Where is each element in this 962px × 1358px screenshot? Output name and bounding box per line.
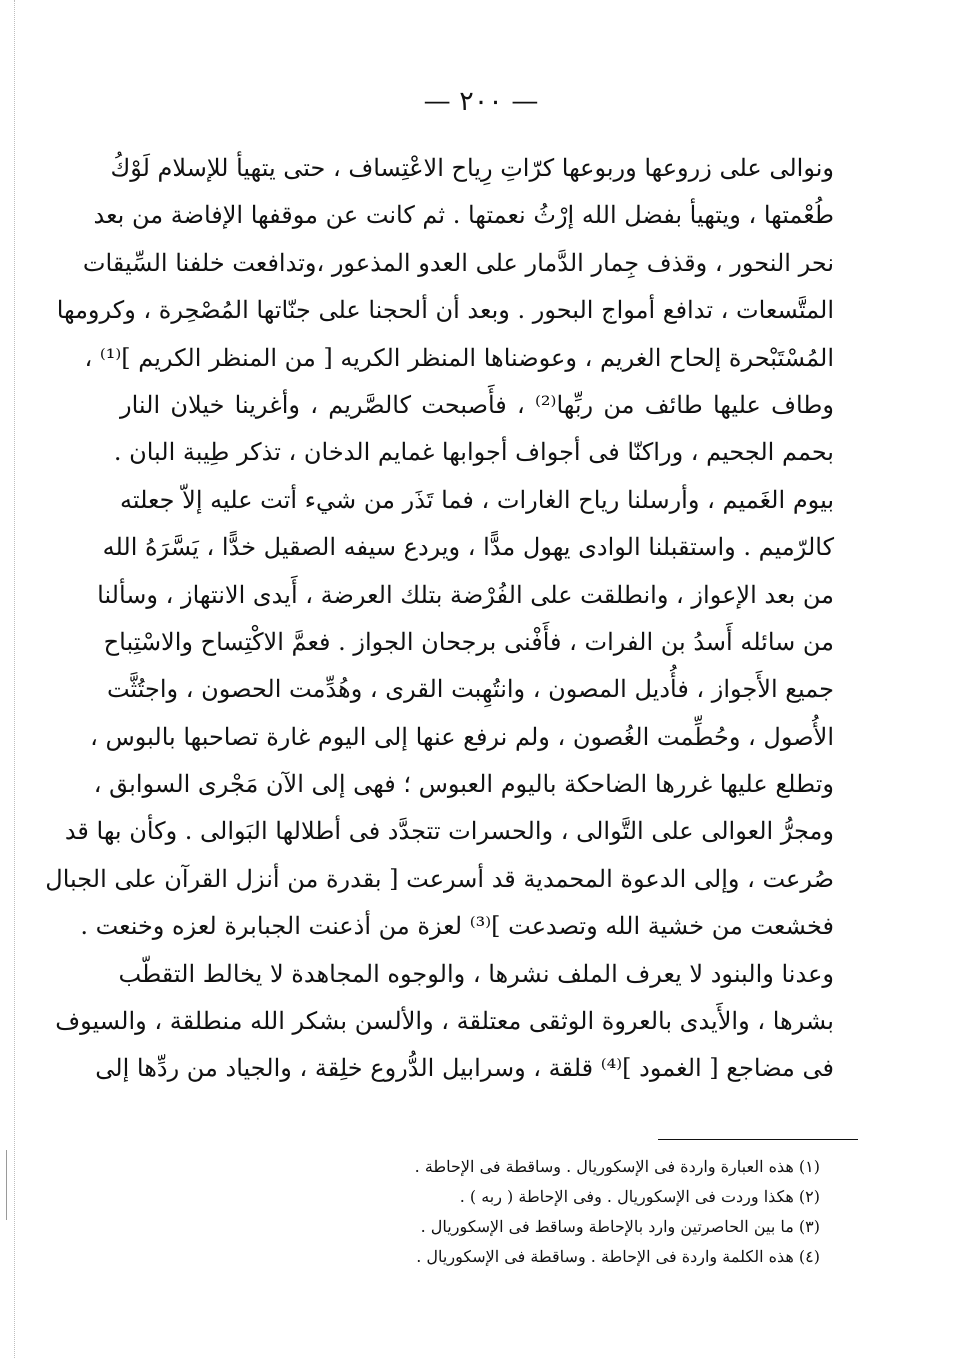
page-number: — ٢٠٠ — (423, 86, 539, 117)
body-line: بيوم الغَميم ، وأرسلنا رياح الغارات ، فما تَذَر من شيء أتت عليه إلاّ جعلته (120, 485, 834, 514)
body-line: فخشعت من خشية الله وتصدعت ]⁽³⁾ لعزة من أذعنت الجبابرة لعزه وخنعت . (80, 912, 834, 941)
body-line: من سائله أَسدُ بن الفرات ، فأَفْنى برجحان الجواز . فعمَّ الاكْتِساح والاسْتِباح (103, 627, 834, 656)
footnotes (380, 1152, 820, 1272)
footnote-1: (١) هذه العبارة واردة فى الإسكوريال . وساقطة فى الإحاطة . (414, 1157, 820, 1176)
body-line: من بعد الإعواز ، وانطلقت على الفُرْضة بتلك العرضة ، أَيدى الانتهاز ، وسألنا (97, 580, 834, 609)
body-line: صُرعت ، وإلى الدعوة المحمدية قد أسرعت [ بقدرة من أنزل القرآن على الجبال (45, 864, 834, 893)
body-line: المُسْتَبْحرة إلحاح الغريم ، وعوضناها المنظر الكريه [ من المنظر الكريم ]⁽¹⁾ ، (84, 343, 834, 372)
body-line: المتَّسعات ، تدافع أمواج البحور . وبعد أن ألحجنا على جنّاتها المُصْحِرة ، وكرومها (56, 296, 834, 325)
body-line: الأُصول ، وحُطِّمت الغُصون ، ولم نرفع عنها إلى اليوم غارة تصاحبها بالبوس ، (90, 722, 834, 751)
body-line: بشرها ، والأَيدى بالعروة الوثقى معتلقة ، والألسن بشكر الله منطلقة ، والسيوف (55, 1007, 834, 1036)
footnote-divider (658, 1139, 858, 1140)
body-line: كالرّميم . واستقبلنا الوادى يهول مدًّا ، ويردع سيفه الصقيل خدًّا ، يَسَّرَهُ الله (102, 533, 834, 562)
footnote-3: (٣) ما بين الحاصرتين وارد بالإحاطة وساقط فى الإسكوريال . (420, 1217, 820, 1236)
scan-edge-line (6, 1150, 7, 1220)
scan-edge-dots (14, 0, 15, 1358)
body-line: وطاف عليها طائف من ربِّها⁽²⁾ ، فأَصبحت كالصَّريم ، وأغرينا خيلان النار (120, 390, 834, 419)
body-text (45, 145, 834, 1093)
body-line: ومجرُّ العوالى على التَّوالى ، والحسرات تتجدَّد فى أطلالها البَوالى . وكأن بها قد (64, 817, 834, 846)
body-line: نحر النحور ، وقذف جِمار الدَّمار على العدو المذعور ،وتدافعت خلفنا السِّيقات (82, 248, 834, 277)
body-line: وعدنا والبنود لا يعرف الملف نشرها ، والوجوه المجاهدة لا يخالط التقطّب (118, 959, 834, 988)
footnote-2: (٢) هكذا وردت فى الإسكوريال . وفى الإحاطة ( ربه ) . (459, 1187, 820, 1206)
footnote-4: (٤) هذه الكلمة واردة فى الإحاطة . وساقطة فى الإسكوريال . (416, 1247, 820, 1266)
body-line: طُعْمتها ، ويتهيأ بفضل الله إرْثُ نعمتها . ثم كانت عن موقفها الإفاضة من بعد (93, 201, 834, 230)
body-line: وتطلع عليها غررها الضاحكة باليوم العبوس ؛ فهى إلى الآن مَجْرى السوابق ، (93, 770, 834, 799)
body-line: ونوالى على زروعها وربوعها كرّاتِ رِياح الاعْتِساف ، حتى يتهيأ للإسلام لَوْكُ (110, 154, 834, 182)
body-line: فى مضاجع [ الغمود ]⁽⁴⁾ قلقة ، وسرابيل الدُّروع خلِقة ، والجياد من ردِّها إلى (95, 1054, 834, 1083)
body-line: بحمم الجحيم ، وراكنّا فى أجواف أجوابها غمايم الدخان ، تذكر طِيبة البان . (113, 438, 834, 467)
body-line: جميع الأَجواز ، فأُديل المصون ، وانتُهِبت القرى ، وهُدِّمت الحصون ، واجتُثَّت (106, 675, 834, 704)
